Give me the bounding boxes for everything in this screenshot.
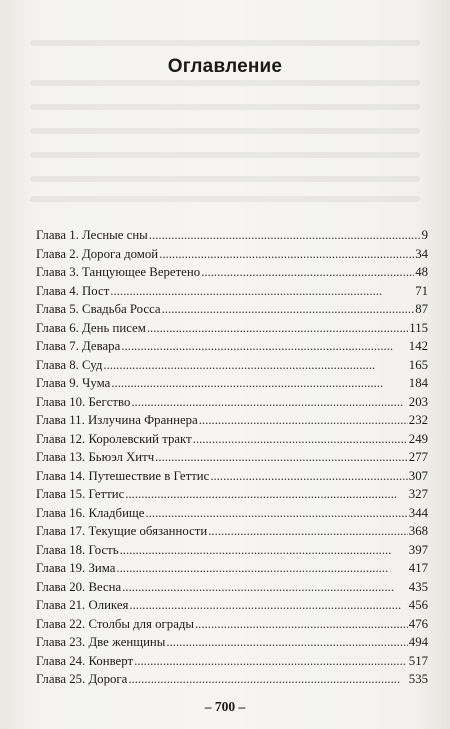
- toc-entry: [36, 319, 428, 338]
- toc-entry-title: Глава 24. Конверт: [36, 653, 134, 668]
- toc-entry-title: Глава 18. Гость: [36, 542, 119, 557]
- toc-entry: [36, 485, 428, 504]
- toc-entry-page-number: 9: [421, 228, 428, 242]
- bleed-through-line: [30, 104, 420, 110]
- toc-entry-page-number: 277: [408, 450, 428, 464]
- toc-leader-dots: [147, 319, 408, 338]
- toc-entry-page-number: 142: [408, 339, 428, 353]
- toc-entry-title: Глава 10. Бегство: [36, 394, 131, 409]
- toc-leader-dots: [129, 596, 407, 615]
- toc-entry: [36, 504, 428, 523]
- toc-entry-title: Глава 22. Столбы для ограды: [36, 616, 194, 631]
- page-title: Оглавление: [167, 56, 283, 77]
- toc-entry-page-number: 232: [408, 413, 428, 427]
- toc-leader-dots: [201, 263, 414, 282]
- toc-leader-dots: [166, 633, 407, 652]
- toc-entry-title: Глава 23. Две женщины: [36, 635, 166, 649]
- toc-leader-dots: [121, 337, 408, 356]
- toc-entry: [36, 578, 428, 597]
- toc-entry-title: Глава 15. Геттис: [36, 487, 125, 501]
- toc-entry: [36, 282, 428, 301]
- toc-entry-title: Глава 20. Весна: [36, 579, 122, 594]
- toc-entry: [36, 245, 428, 264]
- toc-entry-title: Глава 16. Кладбище: [36, 505, 145, 520]
- bleed-through-line: [30, 176, 420, 182]
- toc-entry: [36, 467, 428, 486]
- toc-entry-page-number: 165: [408, 357, 428, 372]
- toc-entry-title: Глава 4. Пост: [36, 283, 110, 298]
- toc-entry: [36, 393, 428, 412]
- toc-entry: [36, 448, 428, 467]
- toc-entry: [36, 596, 428, 615]
- toc-leader-dots: [195, 615, 408, 634]
- toc-leader-dots: [134, 652, 408, 671]
- toc-entry-title: Глава 2. Дорога домой: [36, 246, 159, 261]
- toc-leader-dots: [120, 541, 408, 560]
- toc-entry-title: Глава 14. Путешествие в Геттис: [36, 468, 210, 483]
- toc-entry-page-number: 327: [408, 487, 428, 501]
- bleed-through-line: [30, 80, 420, 86]
- toc-entry: [36, 300, 428, 319]
- toc-leader-dots: [111, 374, 408, 393]
- toc-entry-title: Глава 1. Лесные сны: [36, 228, 148, 242]
- toc-entry-title: Глава 6. День писем: [36, 320, 146, 335]
- toc-entry-page-number: 476: [408, 616, 428, 631]
- toc-entry-title: Глава 21. Оликея: [36, 598, 129, 612]
- toc-entry-title: Глава 11. Излучина Франнера: [36, 413, 198, 427]
- toc-entry-page-number: 368: [408, 524, 428, 538]
- toc-entry: [36, 670, 428, 689]
- toc-leader-dots: [159, 245, 414, 264]
- toc-leader-dots: [208, 522, 408, 541]
- toc-leader-dots: [103, 356, 407, 375]
- toc-entry-title: Глава 25. Дорога: [36, 672, 128, 686]
- toc-entry: [36, 374, 428, 393]
- toc-entry-page-number: 397: [408, 542, 428, 557]
- toc-entry-title: Глава 8. Суд: [36, 357, 103, 372]
- toc-entry-title: Глава 12. Королевский тракт: [36, 431, 192, 446]
- toc-entry-page-number: 307: [408, 468, 428, 483]
- toc-entry: [36, 652, 428, 671]
- toc-entry-page-number: 203: [408, 394, 428, 409]
- bleed-through-line: [30, 196, 420, 202]
- bleed-through-line: [30, 152, 420, 158]
- toc-entry: [36, 559, 428, 578]
- toc-entry: [36, 411, 428, 430]
- toc-entry: [36, 522, 428, 541]
- toc-entry-title: Глава 9. Чума: [36, 376, 111, 390]
- bleed-through-line: [30, 128, 420, 134]
- toc-entry-page-number: 48: [415, 265, 428, 279]
- toc-entry: [36, 356, 428, 375]
- toc-entry-page-number: 344: [408, 505, 428, 520]
- toc-entry-page-number: 435: [408, 579, 428, 594]
- toc-leader-dots: [193, 430, 408, 449]
- toc-leader-dots: [131, 393, 407, 412]
- toc-entry: [36, 337, 428, 356]
- toc-entry-page-number: 456: [408, 598, 428, 612]
- toc-entry-page-number: 71: [415, 283, 428, 298]
- toc-entry-page-number: 494: [408, 635, 428, 649]
- toc-entry-title: Глава 17. Текущие обязанности: [36, 524, 208, 538]
- toc-leader-dots: [145, 504, 407, 523]
- toc-leader-dots: [162, 300, 415, 319]
- toc-leader-dots: [149, 226, 421, 245]
- toc-entry-title: Глава 7. Девара: [36, 339, 121, 353]
- table-of-contents: [36, 226, 428, 689]
- toc-entry-page-number: 34: [415, 246, 428, 261]
- toc-entry-title: Глава 5. Свадьба Росса: [36, 302, 161, 316]
- toc-entry-page-number: 87: [415, 302, 428, 316]
- toc-leader-dots: [122, 578, 408, 597]
- toc-leader-dots: [155, 448, 408, 467]
- toc-entry-page-number: 535: [408, 672, 428, 686]
- toc-entry-page-number: 417: [408, 561, 428, 575]
- toc-entry-page-number: 115: [409, 320, 428, 335]
- toc-leader-dots: [125, 485, 408, 504]
- toc-entry: [36, 226, 428, 245]
- toc-leader-dots: [116, 559, 407, 578]
- bleed-through-line: [30, 40, 420, 46]
- toc-entry: [36, 430, 428, 449]
- toc-entry: [36, 263, 428, 282]
- toc-leader-dots: [210, 467, 407, 486]
- page-number: – 700 –: [204, 699, 246, 714]
- toc-entry-title: Глава 3. Танцующее Веретено: [36, 265, 201, 279]
- toc-leader-dots: [128, 670, 407, 689]
- toc-entry-title: Глава 13. Бьюэл Хитч: [36, 450, 155, 464]
- toc-leader-dots: [199, 411, 408, 430]
- toc-entry-page-number: 184: [408, 376, 428, 390]
- toc-leader-dots: [110, 282, 414, 301]
- toc-entry: [36, 541, 428, 560]
- toc-entry: [36, 633, 428, 652]
- toc-entry-title: Глава 19. Зима: [36, 561, 116, 575]
- toc-entry: [36, 615, 428, 634]
- toc-entry-page-number: 249: [408, 431, 428, 446]
- toc-entry-page-number: 517: [408, 653, 428, 668]
